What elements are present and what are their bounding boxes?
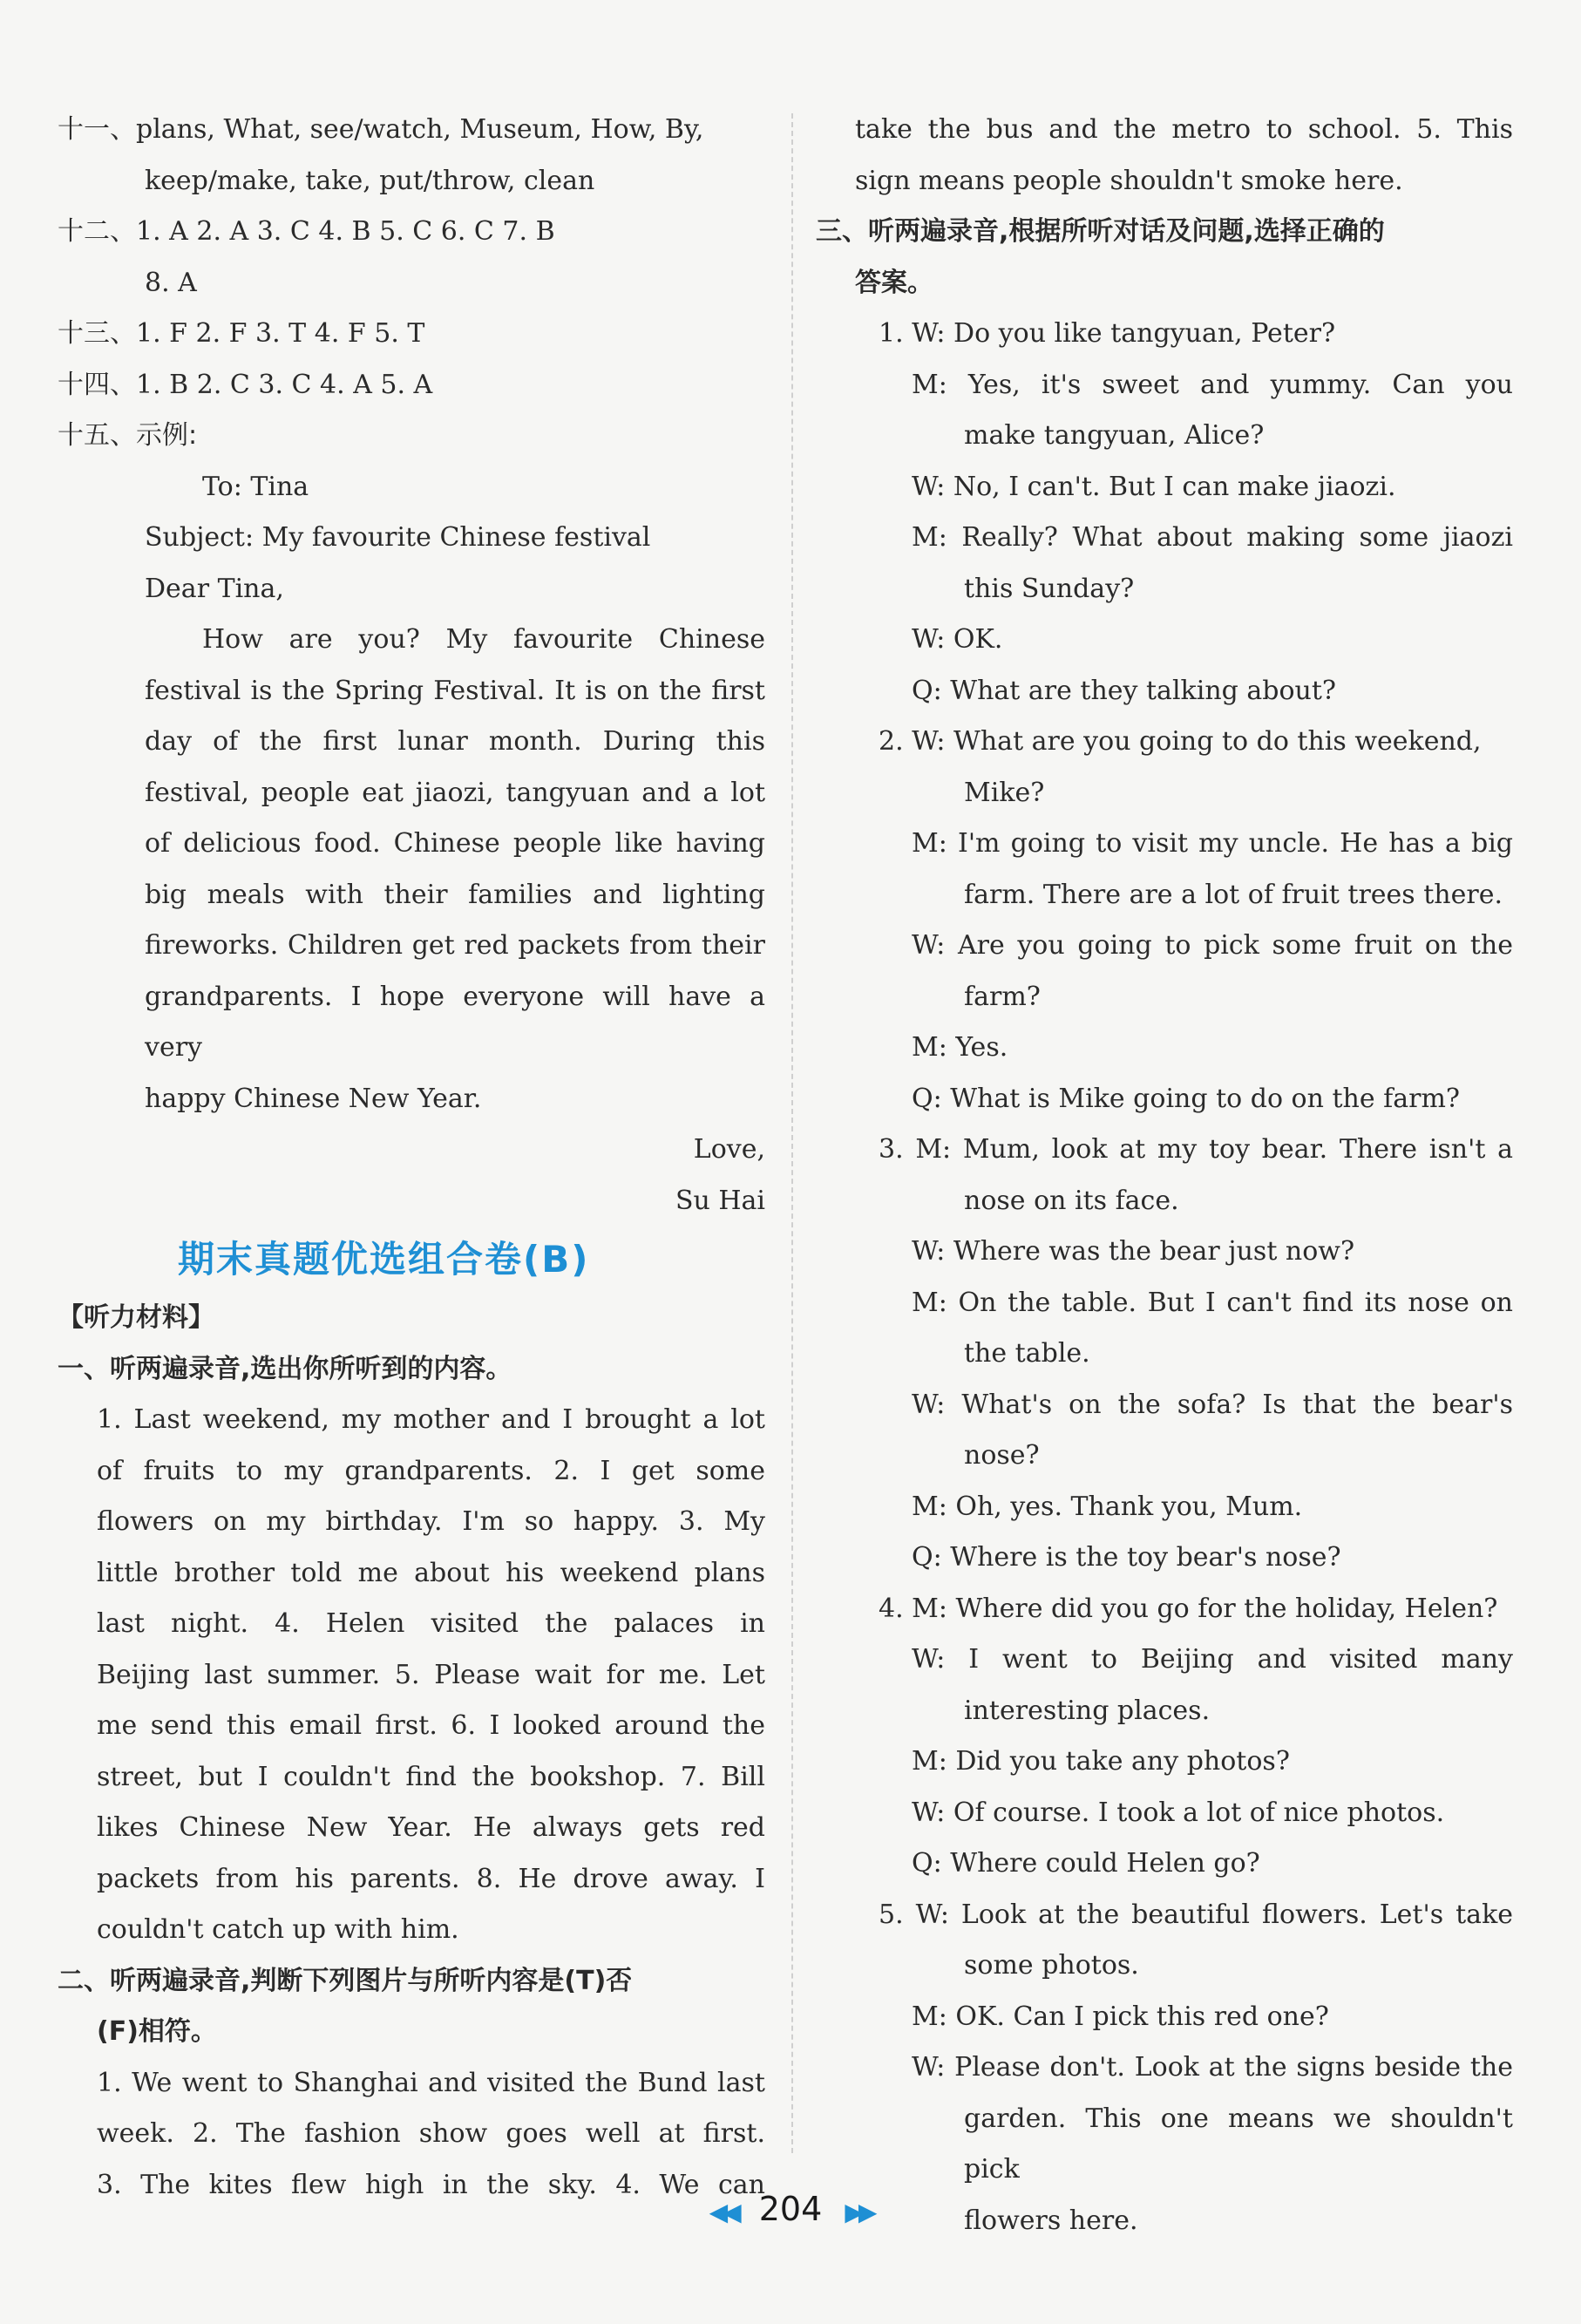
dialogue-line: 5. W: Look at the beautiful flowers. Let's take — [879, 1899, 1513, 1930]
part1-line: last night. 4. Helen visited the palaces in — [97, 1608, 765, 1639]
part3-heading-line-1: 三、听两遍录音,根据所听对话及问题,选择正确的 — [816, 216, 1385, 247]
letter-body-line: fireworks. Children get red packets from their — [145, 930, 765, 961]
dialogue-line: Q: Where is the toy bear's nose? — [912, 1542, 1341, 1573]
dialogue-line: M: Yes, it's sweet and yummy. Can you — [912, 369, 1513, 400]
part2-cont-line: take the bus and the metro to school. 5. This — [855, 114, 1513, 145]
part1-heading: 一、听两遍录音,选出你所听到的内容。 — [58, 1353, 512, 1384]
dialogue-line: M: On the table. But I can't find its nose on — [912, 1287, 1513, 1318]
letter-body-line: grandparents. I hope everyone will have a very — [145, 981, 765, 1063]
dialogue-line: some photos. — [964, 1950, 1139, 1981]
dialogue-line: M: I'm going to visit my uncle. He has a big — [912, 828, 1513, 859]
answer-12-line-1: 十二、1. A 2. A 3. C 4. B 5. C 6. C 7. B — [58, 216, 555, 247]
dialogue-line: nose? — [964, 1440, 1040, 1471]
part1-line: street, but I couldn't find the bookshop. 7. Bill — [97, 1761, 765, 1792]
dialogue-line: 3. M: Mum, look at my toy bear. There isn't a — [879, 1134, 1513, 1165]
dialogue-line: W: What's on the sofa? Is that the bear's — [912, 1389, 1513, 1420]
listening-header: 【听力材料】 — [58, 1302, 214, 1333]
dialogue-line: make tangyuan, Alice? — [964, 420, 1265, 451]
page-footer — [0, 2190, 1581, 2228]
part2-heading-line-1: 二、听两遍录音,判断下列图片与所听内容是(T)否 — [58, 1965, 633, 1996]
part2-line: 3. The kites flew high in the sky. 4. We can — [97, 2169, 765, 2200]
left-column — [58, 105, 765, 2211]
letter-body-line: happy Chinese New Year. — [145, 1083, 482, 1114]
letter-signature: Su Hai — [675, 1185, 765, 1216]
answer-14: 十四、1. B 2. C 3. C 4. A 5. A — [58, 369, 433, 400]
dialogue-line: farm? — [964, 981, 1041, 1012]
answer-12-line-2: 8. A — [145, 267, 197, 298]
part2-line: 1. We went to Shanghai and visited the Bund last — [97, 2067, 765, 2098]
answer-13: 十三、1. F 2. F 3. T 4. F 5. T — [58, 318, 425, 349]
dialogue-line: W: Of course. I took a lot of nice photos. — [912, 1797, 1445, 1828]
part1-line: couldn't catch up with him. — [97, 1914, 459, 1945]
dialogue-line: 4. M: Where did you go for the holiday, Helen? — [879, 1593, 1498, 1624]
dialogue-line: the table. — [964, 1338, 1090, 1369]
right-column — [816, 105, 1513, 2246]
letter-body-line: festival is the Spring Festival. It is on the first — [145, 675, 765, 706]
part1-line: of fruits to my grandparents. 2. I get some — [97, 1455, 765, 1486]
part1-line: little brother told me about his weekend plans — [97, 1557, 765, 1588]
dialogue-line: M: Oh, yes. Thank you, Mum. — [912, 1491, 1303, 1522]
dialogue-line: W: No, I can't. But I can make jiaozi. — [912, 471, 1396, 502]
part2-heading-line-2: (F)相符。 — [97, 2016, 217, 2047]
dialogue-line: W: Please don't. Look at the signs beside the — [912, 2052, 1513, 2083]
dialogue-line: farm. There are a lot of fruit trees there. — [964, 879, 1503, 910]
section-title: 期末真题优选组合卷(B) — [178, 1238, 590, 1281]
dialogue-line: W: Are you going to pick some fruit on the — [912, 930, 1513, 961]
part1-line: flowers on my birthday. I'm so happy. 3. My — [97, 1506, 765, 1537]
dialogue-line: interesting places. — [964, 1695, 1211, 1726]
part1-line: Beijing last summer. 5. Please wait for me. Let — [97, 1659, 765, 1690]
part2-line: week. 2. The fashion show goes well at first. — [97, 2118, 765, 2149]
letter-body-line: of delicious food. Chinese people like having — [145, 828, 765, 859]
dialogue-line: flowers here. — [964, 2205, 1138, 2236]
dialogue-line: W: Where was the bear just now? — [912, 1236, 1355, 1267]
dialogue-line: Mike? — [964, 777, 1045, 808]
letter-dear: Dear Tina, — [145, 573, 284, 604]
dialogue-line: this Sunday? — [964, 573, 1135, 604]
letter-to: To: Tina — [202, 471, 309, 502]
part1-line: packets from his parents. 8. He drove away. I — [97, 1863, 765, 1894]
letter-body-line: day of the first lunar month. During this — [145, 726, 765, 757]
dialogue-line: 2. W: What are you going to do this weekend, — [879, 726, 1482, 757]
dialogue-line: garden. This one means we shouldn't pick — [964, 2103, 1513, 2185]
next-arrows-icon: ▶▶ — [845, 2198, 872, 2226]
prev-arrows-icon: ◀◀ — [709, 2198, 736, 2226]
dialogue-line: W: I went to Beijing and visited many — [912, 1644, 1513, 1675]
part1-line: me send this email first. 6. I looked around the — [97, 1710, 765, 1741]
page-number: 204 — [758, 2190, 823, 2228]
column-divider — [791, 113, 793, 2153]
dialogue-line: M: Really? What about making some jiaozi — [912, 522, 1513, 553]
part3-heading-line-2: 答案。 — [855, 267, 933, 298]
letter-body-line: big meals with their families and lighting — [145, 879, 765, 910]
dialogue-line: Q: What are they talking about? — [912, 675, 1336, 706]
letter-body-line: How are you? My favourite Chinese — [202, 624, 765, 655]
dialogue-line: Q: Where could Helen go? — [912, 1848, 1260, 1879]
dialogue-line: W: OK. — [912, 624, 1003, 655]
letter-subject: Subject: My favourite Chinese festival — [145, 522, 651, 553]
answer-11-line-1: 十一、plans, What, see/watch, Museum, How, By, — [58, 114, 704, 145]
dialogue-line: M: Yes. — [912, 1032, 1008, 1063]
part2-cont-line: sign means people shouldn't smoke here. — [855, 165, 1403, 196]
dialogue-line: M: Did you take any photos? — [912, 1746, 1290, 1777]
dialogue-line: 1. W: Do you like tangyuan, Peter? — [879, 318, 1336, 349]
answer-15-heading: 十五、示例: — [58, 420, 198, 451]
letter-closing: Love, — [693, 1134, 765, 1165]
dialogue-line: nose on its face. — [964, 1185, 1179, 1216]
part1-line: 1. Last weekend, my mother and I brought a lot — [97, 1404, 765, 1435]
letter-body-line: festival, people eat jiaozi, tangyuan and a lot — [145, 777, 765, 808]
answer-11-line-2: keep/make, take, put/throw, clean — [145, 165, 595, 196]
dialogue-line: Q: What is Mike going to do on the farm? — [912, 1083, 1461, 1114]
dialogue-line: M: OK. Can I pick this red one? — [912, 2001, 1329, 2032]
part1-line: likes Chinese New Year. He always gets red — [97, 1812, 765, 1843]
